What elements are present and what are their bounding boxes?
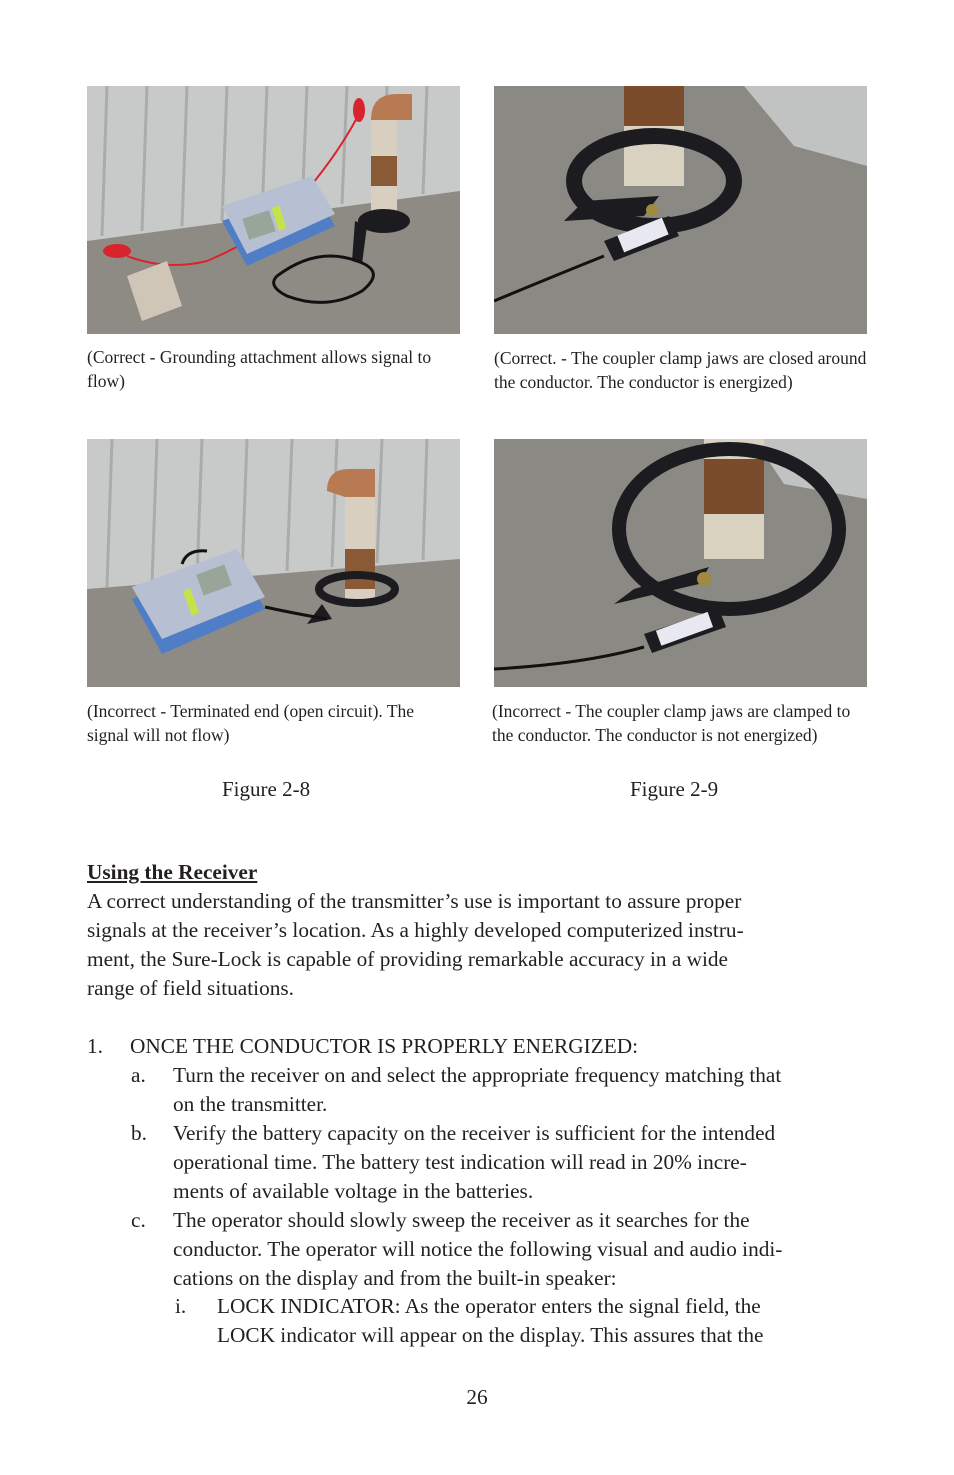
- photo-clamp-closed: [494, 86, 867, 334]
- figure-2-8-top-caption: (Correct - Grounding attachment allows signal to flow): [87, 347, 432, 391]
- item-line: operational time. The battery test indication will read in 20% incre-: [173, 1150, 747, 1174]
- figure-2-9-top-caption: (Correct. - The coupler clamp jaws are closed around the conductor. The conductor is energized): [494, 348, 867, 392]
- step-1-text: ONCE THE CONDUCTOR IS PROPERLY ENERGIZED:: [130, 1034, 639, 1058]
- photo-transmitter-grounded: [87, 86, 460, 334]
- intro-paragraph: [87, 887, 877, 1003]
- item-marker: c.: [131, 1208, 146, 1232]
- photo-terminated-end: [87, 439, 460, 687]
- item-line: conductor. The operator will notice the following visual and audio indi-: [173, 1237, 783, 1261]
- intro-line: signals at the receiver’s location. As a highly developed computerized instru-: [87, 918, 744, 942]
- figure-2-9-bottom-caption: (Incorrect - The coupler clamp jaws are clamped to the conductor. The conductor is not energized): [492, 701, 851, 745]
- intro-line: range of field situations.: [87, 976, 294, 1000]
- intro-line: A correct understanding of the transmitter’s use is important to assure proper: [87, 889, 742, 913]
- intro-line: ment, the Sure-Lock is capable of providing remarkable accuracy in a wide: [87, 947, 729, 971]
- item-line: cations on the display and from the built-in speaker:: [173, 1266, 617, 1290]
- page-number: 26: [466, 1385, 488, 1409]
- item-line: Turn the receiver on and select the appropriate frequency matching that: [173, 1063, 782, 1087]
- subitem-line: LOCK indicator will appear on the display. This assures that the: [217, 1323, 764, 1347]
- item-line: The operator should slowly sweep the receiver as it searches for the: [173, 1208, 750, 1232]
- subitem-line: LOCK INDICATOR: As the operator enters the signal field, the: [217, 1294, 761, 1318]
- figure-2-8-bottom-caption: (Incorrect - Terminated end (open circuit). The signal will not flow): [87, 701, 415, 745]
- item-marker: b.: [131, 1121, 147, 1145]
- photo-clamp-incorrect: [494, 439, 867, 687]
- subitem-marker: i.: [175, 1294, 187, 1318]
- step-1-number: 1.: [87, 1034, 103, 1058]
- section-heading: Using the Receiver: [87, 860, 258, 884]
- item-line: ments of available voltage in the batteries.: [173, 1179, 534, 1203]
- figure-2-9-label: Figure 2-9: [630, 777, 719, 801]
- figure-2-8-label: Figure 2-8: [222, 777, 311, 801]
- item-marker: a.: [131, 1063, 146, 1087]
- item-line: on the transmitter.: [173, 1092, 328, 1116]
- item-line: Verify the battery capacity on the receiver is sufficient for the intended: [173, 1121, 776, 1145]
